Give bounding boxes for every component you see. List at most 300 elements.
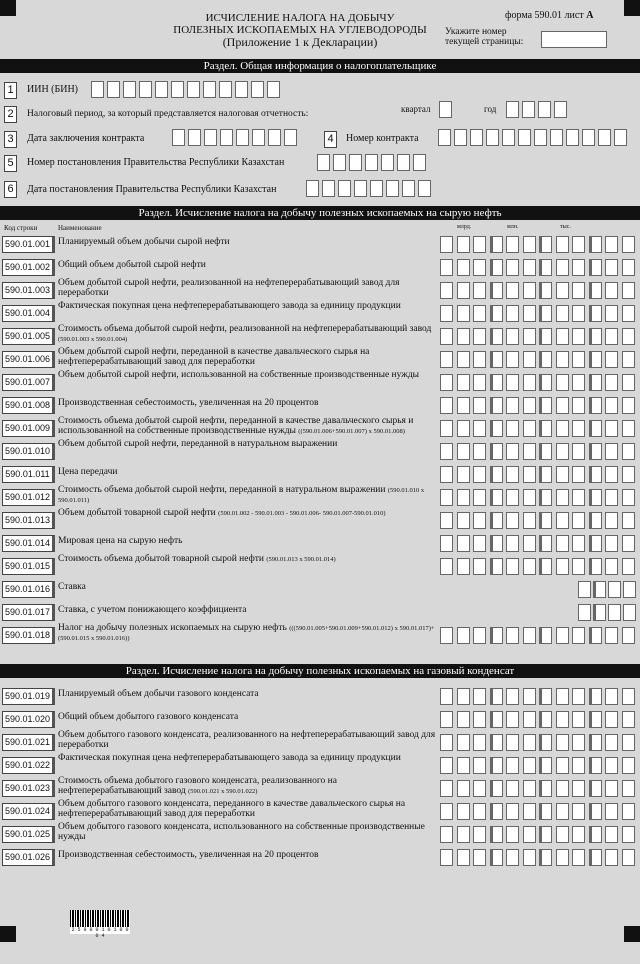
amount-digit-box[interactable]	[440, 688, 453, 705]
amount-digit-box[interactable]	[589, 282, 602, 299]
contract-number-box[interactable]	[566, 129, 579, 146]
amount-digit-box[interactable]	[473, 443, 486, 460]
amount-digit-box[interactable]	[622, 259, 635, 276]
amount-digit-box[interactable]	[572, 734, 585, 751]
amount-digit-box[interactable]	[539, 688, 552, 705]
amount-digit-box[interactable]	[440, 558, 453, 575]
amount-digit-box[interactable]	[589, 757, 602, 774]
amount-digit-box[interactable]	[605, 328, 618, 345]
amount-digit-box[interactable]	[523, 757, 536, 774]
amount-digit-box[interactable]	[523, 282, 536, 299]
amount-digit-box[interactable]	[490, 711, 503, 728]
amount-digit-box[interactable]	[457, 374, 470, 391]
amount-digit-box[interactable]	[572, 826, 585, 843]
amount-digit-box[interactable]	[457, 351, 470, 368]
amount-digit-box[interactable]	[440, 780, 453, 797]
contract-date-box[interactable]	[236, 129, 249, 146]
amount-digit-box[interactable]	[539, 443, 552, 460]
amount-digit-box[interactable]	[473, 305, 486, 322]
amount-digit-box[interactable]	[622, 489, 635, 506]
amount-digit-box[interactable]	[506, 282, 519, 299]
amount-digit-box[interactable]	[506, 688, 519, 705]
amount-digit-box[interactable]	[605, 849, 618, 866]
amount-digit-box[interactable]	[440, 734, 453, 751]
year-box[interactable]	[554, 101, 567, 118]
amount-digit-box[interactable]	[589, 305, 602, 322]
amount-digit-box[interactable]	[622, 826, 635, 843]
amount-digit-box[interactable]	[440, 259, 453, 276]
amount-digit-box[interactable]	[490, 627, 503, 644]
contract-number-box[interactable]	[438, 129, 451, 146]
amount-digit-box[interactable]	[457, 535, 470, 552]
amount-digit-box[interactable]	[506, 757, 519, 774]
amount-digit-box[interactable]	[506, 780, 519, 797]
amount-digit-box[interactable]	[473, 351, 486, 368]
iin-box[interactable]	[171, 81, 184, 98]
amount-digit-box[interactable]	[605, 535, 618, 552]
amount-digit-box[interactable]	[506, 734, 519, 751]
amount-digit-box[interactable]	[556, 711, 569, 728]
amount-digit-box[interactable]	[589, 826, 602, 843]
amount-digit-box[interactable]	[589, 535, 602, 552]
amount-digit-box[interactable]	[556, 236, 569, 253]
amount-digit-box[interactable]	[506, 489, 519, 506]
amount-digit-box[interactable]	[440, 305, 453, 322]
amount-digit-box[interactable]	[539, 627, 552, 644]
amount-digit-box[interactable]	[605, 236, 618, 253]
amount-digit-box[interactable]	[490, 259, 503, 276]
rate-digit-box[interactable]	[593, 604, 606, 621]
amount-digit-box[interactable]	[605, 757, 618, 774]
amount-digit-box[interactable]	[556, 282, 569, 299]
amount-digit-box[interactable]	[589, 443, 602, 460]
resolution-number-box[interactable]	[333, 154, 346, 171]
contract-date-box[interactable]	[172, 129, 185, 146]
resolution-date-box[interactable]	[386, 180, 399, 197]
amount-digit-box[interactable]	[572, 420, 585, 437]
amount-digit-box[interactable]	[473, 512, 486, 529]
resolution-date-box[interactable]	[418, 180, 431, 197]
amount-digit-box[interactable]	[622, 535, 635, 552]
amount-digit-box[interactable]	[490, 305, 503, 322]
amount-digit-box[interactable]	[622, 236, 635, 253]
amount-digit-box[interactable]	[572, 466, 585, 483]
rate-digit-box[interactable]	[623, 604, 636, 621]
amount-digit-box[interactable]	[457, 780, 470, 797]
amount-digit-box[interactable]	[589, 236, 602, 253]
amount-digit-box[interactable]	[572, 259, 585, 276]
amount-digit-box[interactable]	[556, 734, 569, 751]
amount-digit-box[interactable]	[440, 826, 453, 843]
amount-digit-box[interactable]	[490, 466, 503, 483]
amount-digit-box[interactable]	[572, 443, 585, 460]
amount-digit-box[interactable]	[473, 489, 486, 506]
amount-digit-box[interactable]	[490, 535, 503, 552]
amount-digit-box[interactable]	[539, 826, 552, 843]
amount-digit-box[interactable]	[556, 305, 569, 322]
amount-digit-box[interactable]	[523, 420, 536, 437]
amount-digit-box[interactable]	[622, 711, 635, 728]
amount-digit-box[interactable]	[440, 282, 453, 299]
amount-digit-box[interactable]	[523, 351, 536, 368]
amount-digit-box[interactable]	[457, 711, 470, 728]
amount-digit-box[interactable]	[473, 374, 486, 391]
quarter-box[interactable]	[439, 101, 452, 118]
rate-digit-box[interactable]	[608, 604, 621, 621]
amount-digit-box[interactable]	[605, 780, 618, 797]
amount-digit-box[interactable]	[473, 466, 486, 483]
amount-digit-box[interactable]	[589, 351, 602, 368]
amount-digit-box[interactable]	[622, 397, 635, 414]
amount-digit-box[interactable]	[506, 374, 519, 391]
contract-date-box[interactable]	[220, 129, 233, 146]
amount-digit-box[interactable]	[457, 849, 470, 866]
amount-digit-box[interactable]	[440, 489, 453, 506]
amount-digit-box[interactable]	[572, 282, 585, 299]
amount-digit-box[interactable]	[506, 627, 519, 644]
amount-digit-box[interactable]	[605, 374, 618, 391]
amount-digit-box[interactable]	[490, 351, 503, 368]
amount-digit-box[interactable]	[506, 512, 519, 529]
amount-digit-box[interactable]	[440, 711, 453, 728]
amount-digit-box[interactable]	[572, 374, 585, 391]
amount-digit-box[interactable]	[457, 259, 470, 276]
amount-digit-box[interactable]	[572, 711, 585, 728]
resolution-date-box[interactable]	[402, 180, 415, 197]
resolution-number-box[interactable]	[381, 154, 394, 171]
amount-digit-box[interactable]	[457, 236, 470, 253]
amount-digit-box[interactable]	[622, 757, 635, 774]
amount-digit-box[interactable]	[457, 558, 470, 575]
amount-digit-box[interactable]	[589, 512, 602, 529]
amount-digit-box[interactable]	[473, 259, 486, 276]
amount-digit-box[interactable]	[523, 328, 536, 345]
amount-digit-box[interactable]	[572, 351, 585, 368]
amount-digit-box[interactable]	[556, 558, 569, 575]
amount-digit-box[interactable]	[622, 443, 635, 460]
amount-digit-box[interactable]	[572, 535, 585, 552]
amount-digit-box[interactable]	[473, 535, 486, 552]
amount-digit-box[interactable]	[539, 512, 552, 529]
amount-digit-box[interactable]	[457, 826, 470, 843]
amount-digit-box[interactable]	[523, 489, 536, 506]
resolution-number-box[interactable]	[317, 154, 330, 171]
resolution-number-box[interactable]	[365, 154, 378, 171]
amount-digit-box[interactable]	[556, 826, 569, 843]
amount-digit-box[interactable]	[622, 328, 635, 345]
amount-digit-box[interactable]	[523, 512, 536, 529]
amount-digit-box[interactable]	[539, 305, 552, 322]
rate-digit-box[interactable]	[578, 581, 591, 598]
amount-digit-box[interactable]	[556, 420, 569, 437]
amount-digit-box[interactable]	[605, 466, 618, 483]
amount-digit-box[interactable]	[506, 443, 519, 460]
amount-digit-box[interactable]	[506, 711, 519, 728]
amount-digit-box[interactable]	[589, 328, 602, 345]
amount-digit-box[interactable]	[556, 489, 569, 506]
iin-box[interactable]	[91, 81, 104, 98]
amount-digit-box[interactable]	[556, 466, 569, 483]
amount-digit-box[interactable]	[473, 627, 486, 644]
amount-digit-box[interactable]	[523, 397, 536, 414]
amount-digit-box[interactable]	[589, 259, 602, 276]
amount-digit-box[interactable]	[539, 803, 552, 820]
amount-digit-box[interactable]	[539, 420, 552, 437]
amount-digit-box[interactable]	[490, 688, 503, 705]
amount-digit-box[interactable]	[523, 627, 536, 644]
iin-box[interactable]	[203, 81, 216, 98]
amount-digit-box[interactable]	[605, 688, 618, 705]
amount-digit-box[interactable]	[605, 627, 618, 644]
rate-digit-box[interactable]	[623, 581, 636, 598]
amount-digit-box[interactable]	[457, 757, 470, 774]
amount-digit-box[interactable]	[556, 397, 569, 414]
amount-digit-box[interactable]	[539, 711, 552, 728]
resolution-number-box[interactable]	[397, 154, 410, 171]
amount-digit-box[interactable]	[440, 849, 453, 866]
amount-digit-box[interactable]	[605, 512, 618, 529]
rate-digit-box[interactable]	[593, 581, 606, 598]
amount-digit-box[interactable]	[473, 780, 486, 797]
amount-digit-box[interactable]	[539, 757, 552, 774]
resolution-date-box[interactable]	[370, 180, 383, 197]
amount-digit-box[interactable]	[506, 420, 519, 437]
amount-digit-box[interactable]	[506, 535, 519, 552]
amount-digit-box[interactable]	[539, 466, 552, 483]
amount-digit-box[interactable]	[572, 328, 585, 345]
amount-digit-box[interactable]	[556, 351, 569, 368]
amount-digit-box[interactable]	[589, 397, 602, 414]
amount-digit-box[interactable]	[556, 535, 569, 552]
amount-digit-box[interactable]	[556, 780, 569, 797]
amount-digit-box[interactable]	[589, 711, 602, 728]
amount-digit-box[interactable]	[440, 236, 453, 253]
amount-digit-box[interactable]	[523, 558, 536, 575]
amount-digit-box[interactable]	[473, 688, 486, 705]
amount-digit-box[interactable]	[490, 803, 503, 820]
amount-digit-box[interactable]	[490, 512, 503, 529]
amount-digit-box[interactable]	[572, 780, 585, 797]
amount-digit-box[interactable]	[457, 489, 470, 506]
amount-digit-box[interactable]	[572, 512, 585, 529]
contract-date-box[interactable]	[268, 129, 281, 146]
amount-digit-box[interactable]	[605, 282, 618, 299]
amount-digit-box[interactable]	[622, 780, 635, 797]
amount-digit-box[interactable]	[556, 328, 569, 345]
amount-digit-box[interactable]	[605, 420, 618, 437]
amount-digit-box[interactable]	[457, 688, 470, 705]
amount-digit-box[interactable]	[572, 558, 585, 575]
amount-digit-box[interactable]	[490, 397, 503, 414]
amount-digit-box[interactable]	[572, 236, 585, 253]
amount-digit-box[interactable]	[589, 558, 602, 575]
amount-digit-box[interactable]	[589, 489, 602, 506]
amount-digit-box[interactable]	[589, 734, 602, 751]
amount-digit-box[interactable]	[490, 734, 503, 751]
contract-number-box[interactable]	[598, 129, 611, 146]
amount-digit-box[interactable]	[490, 757, 503, 774]
amount-digit-box[interactable]	[523, 711, 536, 728]
amount-digit-box[interactable]	[622, 558, 635, 575]
amount-digit-box[interactable]	[605, 734, 618, 751]
amount-digit-box[interactable]	[457, 282, 470, 299]
amount-digit-box[interactable]	[572, 803, 585, 820]
amount-digit-box[interactable]	[490, 282, 503, 299]
amount-digit-box[interactable]	[506, 558, 519, 575]
amount-digit-box[interactable]	[523, 734, 536, 751]
amount-digit-box[interactable]	[473, 826, 486, 843]
amount-digit-box[interactable]	[440, 328, 453, 345]
amount-digit-box[interactable]	[539, 489, 552, 506]
contract-number-box[interactable]	[518, 129, 531, 146]
amount-digit-box[interactable]	[473, 734, 486, 751]
year-box[interactable]	[506, 101, 519, 118]
amount-digit-box[interactable]	[457, 305, 470, 322]
amount-digit-box[interactable]	[556, 757, 569, 774]
amount-digit-box[interactable]	[506, 826, 519, 843]
amount-digit-box[interactable]	[523, 443, 536, 460]
amount-digit-box[interactable]	[589, 627, 602, 644]
amount-digit-box[interactable]	[490, 374, 503, 391]
amount-digit-box[interactable]	[523, 259, 536, 276]
amount-digit-box[interactable]	[473, 711, 486, 728]
amount-digit-box[interactable]	[490, 443, 503, 460]
amount-digit-box[interactable]	[523, 466, 536, 483]
amount-digit-box[interactable]	[605, 259, 618, 276]
amount-digit-box[interactable]	[556, 849, 569, 866]
amount-digit-box[interactable]	[605, 803, 618, 820]
amount-digit-box[interactable]	[572, 489, 585, 506]
amount-digit-box[interactable]	[473, 397, 486, 414]
amount-digit-box[interactable]	[506, 328, 519, 345]
resolution-date-box[interactable]	[354, 180, 367, 197]
amount-digit-box[interactable]	[556, 688, 569, 705]
amount-digit-box[interactable]	[440, 351, 453, 368]
amount-digit-box[interactable]	[605, 711, 618, 728]
amount-digit-box[interactable]	[605, 397, 618, 414]
amount-digit-box[interactable]	[457, 466, 470, 483]
amount-digit-box[interactable]	[457, 328, 470, 345]
contract-date-box[interactable]	[252, 129, 265, 146]
amount-digit-box[interactable]	[523, 803, 536, 820]
amount-digit-box[interactable]	[473, 282, 486, 299]
amount-digit-box[interactable]	[440, 466, 453, 483]
contract-number-box[interactable]	[614, 129, 627, 146]
amount-digit-box[interactable]	[539, 397, 552, 414]
amount-digit-box[interactable]	[490, 780, 503, 797]
amount-digit-box[interactable]	[556, 627, 569, 644]
amount-digit-box[interactable]	[622, 420, 635, 437]
amount-digit-box[interactable]	[622, 734, 635, 751]
contract-number-box[interactable]	[550, 129, 563, 146]
iin-box[interactable]	[139, 81, 152, 98]
contract-date-box[interactable]	[188, 129, 201, 146]
amount-digit-box[interactable]	[556, 512, 569, 529]
amount-digit-box[interactable]	[473, 849, 486, 866]
amount-digit-box[interactable]	[539, 558, 552, 575]
amount-digit-box[interactable]	[490, 489, 503, 506]
page-number-input[interactable]	[541, 31, 607, 48]
amount-digit-box[interactable]	[523, 826, 536, 843]
amount-digit-box[interactable]	[490, 849, 503, 866]
amount-digit-box[interactable]	[440, 397, 453, 414]
amount-digit-box[interactable]	[622, 282, 635, 299]
amount-digit-box[interactable]	[490, 328, 503, 345]
amount-digit-box[interactable]	[556, 443, 569, 460]
resolution-date-box[interactable]	[322, 180, 335, 197]
resolution-date-box[interactable]	[306, 180, 319, 197]
amount-digit-box[interactable]	[506, 259, 519, 276]
amount-digit-box[interactable]	[523, 688, 536, 705]
amount-digit-box[interactable]	[622, 466, 635, 483]
amount-digit-box[interactable]	[622, 627, 635, 644]
amount-digit-box[interactable]	[539, 535, 552, 552]
amount-digit-box[interactable]	[440, 535, 453, 552]
amount-digit-box[interactable]	[440, 512, 453, 529]
amount-digit-box[interactable]	[622, 351, 635, 368]
contract-date-box[interactable]	[204, 129, 217, 146]
amount-digit-box[interactable]	[605, 489, 618, 506]
resolution-number-box[interactable]	[349, 154, 362, 171]
year-box[interactable]	[522, 101, 535, 118]
rate-digit-box[interactable]	[578, 604, 591, 621]
amount-digit-box[interactable]	[605, 305, 618, 322]
contract-number-box[interactable]	[502, 129, 515, 146]
amount-digit-box[interactable]	[622, 374, 635, 391]
amount-digit-box[interactable]	[622, 305, 635, 322]
contract-date-box[interactable]	[284, 129, 297, 146]
contract-number-box[interactable]	[454, 129, 467, 146]
amount-digit-box[interactable]	[556, 259, 569, 276]
amount-digit-box[interactable]	[622, 512, 635, 529]
amount-digit-box[interactable]	[572, 627, 585, 644]
amount-digit-box[interactable]	[473, 757, 486, 774]
amount-digit-box[interactable]	[490, 420, 503, 437]
iin-box[interactable]	[123, 81, 136, 98]
resolution-date-box[interactable]	[338, 180, 351, 197]
amount-digit-box[interactable]	[622, 803, 635, 820]
amount-digit-box[interactable]	[572, 305, 585, 322]
amount-digit-box[interactable]	[440, 420, 453, 437]
amount-digit-box[interactable]	[506, 397, 519, 414]
amount-digit-box[interactable]	[473, 328, 486, 345]
amount-digit-box[interactable]	[589, 803, 602, 820]
amount-digit-box[interactable]	[539, 259, 552, 276]
amount-digit-box[interactable]	[572, 688, 585, 705]
amount-digit-box[interactable]	[523, 849, 536, 866]
iin-box[interactable]	[267, 81, 280, 98]
amount-digit-box[interactable]	[457, 420, 470, 437]
amount-digit-box[interactable]	[506, 466, 519, 483]
amount-digit-box[interactable]	[539, 351, 552, 368]
amount-digit-box[interactable]	[589, 466, 602, 483]
amount-digit-box[interactable]	[440, 757, 453, 774]
amount-digit-box[interactable]	[457, 512, 470, 529]
contract-number-box[interactable]	[486, 129, 499, 146]
amount-digit-box[interactable]	[506, 849, 519, 866]
year-box[interactable]	[538, 101, 551, 118]
amount-digit-box[interactable]	[539, 328, 552, 345]
amount-digit-box[interactable]	[473, 420, 486, 437]
amount-digit-box[interactable]	[473, 558, 486, 575]
iin-box[interactable]	[187, 81, 200, 98]
amount-digit-box[interactable]	[572, 757, 585, 774]
iin-box[interactable]	[219, 81, 232, 98]
amount-digit-box[interactable]	[605, 826, 618, 843]
amount-digit-box[interactable]	[622, 688, 635, 705]
amount-digit-box[interactable]	[457, 627, 470, 644]
amount-digit-box[interactable]	[556, 374, 569, 391]
